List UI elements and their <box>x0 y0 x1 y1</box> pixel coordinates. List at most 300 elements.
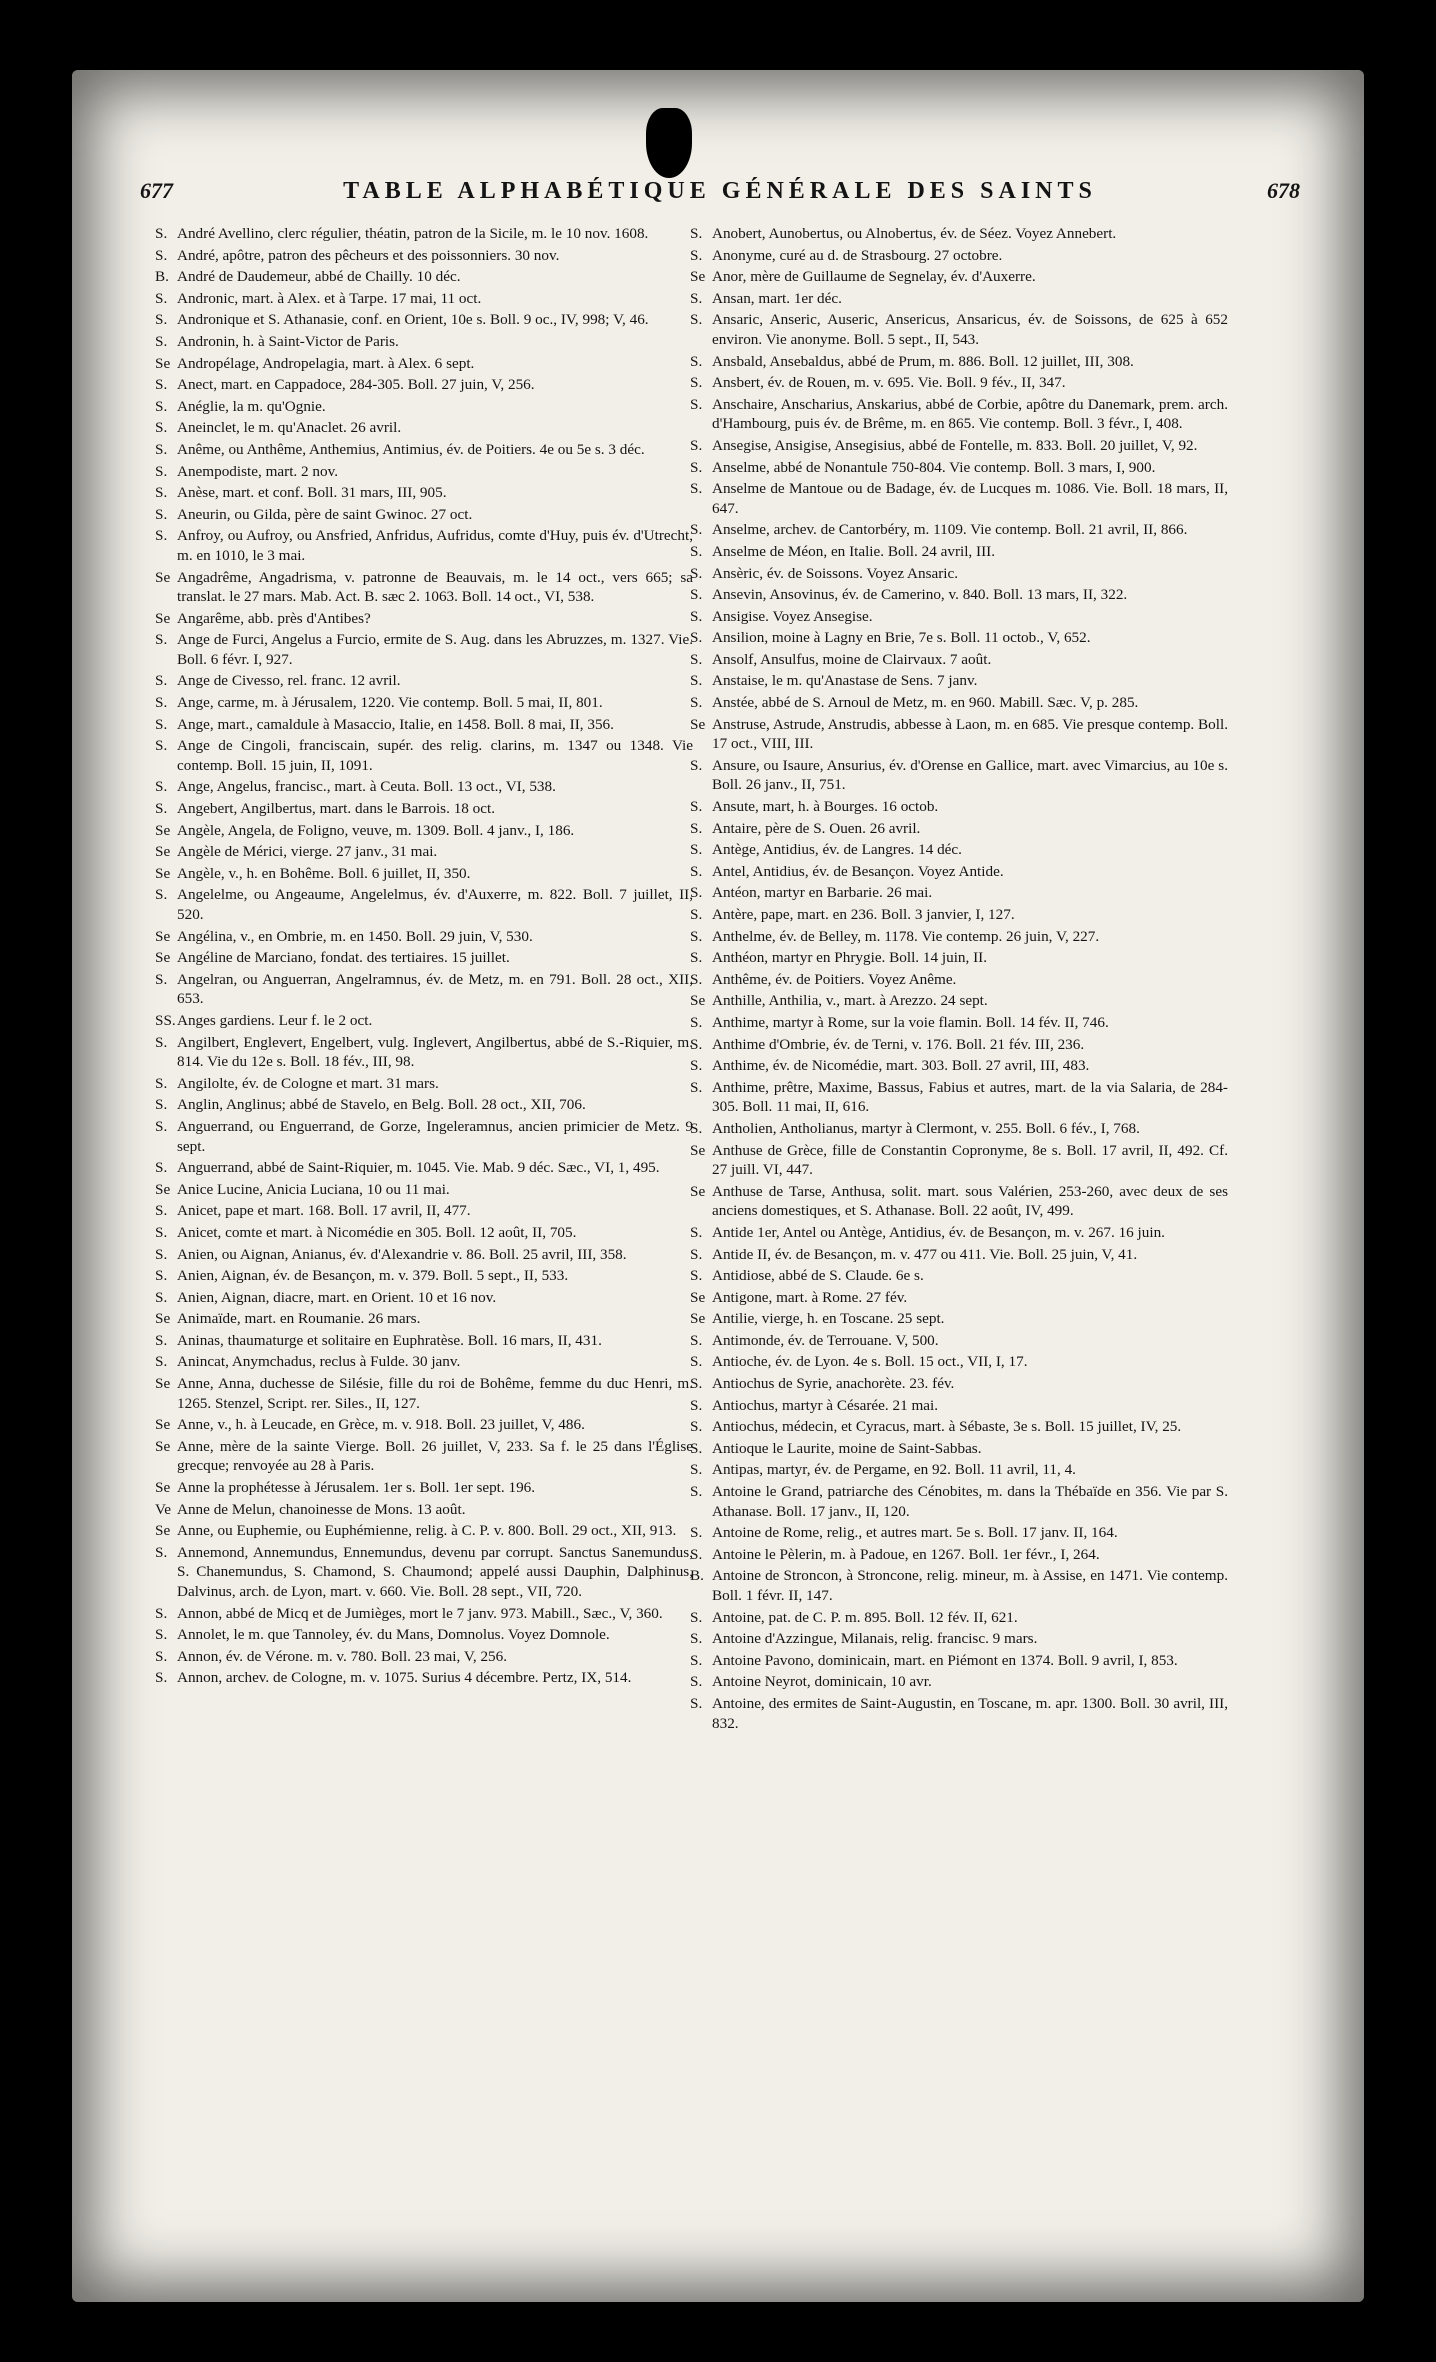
index-entry <box>690 1245 1228 1265</box>
index-entry <box>155 736 693 775</box>
entry-prefix: Se <box>155 1437 171 1455</box>
index-entry <box>690 1482 1228 1521</box>
entry-prefix: S. <box>155 970 168 988</box>
entry-prefix: S. <box>155 397 168 415</box>
entry-text: Anême, ou Anthême, Anthemius, Antimius, év. de Poitiers. 4e ou 5e s. 3 déc. <box>177 440 645 458</box>
entry-prefix: S. <box>690 906 703 923</box>
entry-prefix: S. <box>690 756 703 774</box>
entry-text: Angilolte, év. de Cologne et mart. 31 mars. <box>177 1074 439 1092</box>
entry-text: Angélina, v., en Ombrie, m. en 1450. Boll. 29 juin, V, 530. <box>177 927 533 945</box>
entry-text: Antipas, martyr, év. de Pergame, en 92. Boll. 11 avril, 11, 4. <box>712 1461 1076 1479</box>
entry-text: Andronin, h. à Saint-Victor de Paris. <box>177 332 399 350</box>
entry-prefix: S. <box>690 1608 703 1626</box>
index-entry <box>155 310 693 330</box>
entry-prefix: S. <box>690 225 703 242</box>
entry-prefix: S. <box>155 246 168 264</box>
entry-prefix: S. <box>690 246 703 264</box>
entry-prefix: S. <box>690 1694 703 1712</box>
index-entry <box>690 905 1228 925</box>
entry-text: Anguerrand, ou Enguerrand, de Gorze, Ingeleramnus, ancien primicier de Metz. 9 sept. <box>177 1117 693 1155</box>
entry-text: Ange, Angelus, francisc., mart. à Ceuta. Boll. 13 oct., VI, 538. <box>177 778 556 796</box>
entry-text: Anthille, Anthilia, v., mart. à Arezzo. 24 sept. <box>712 992 988 1010</box>
index-entry <box>690 1460 1228 1480</box>
entry-prefix: S. <box>155 1117 168 1135</box>
entry-text: Anobert, Aunobertus, ou Alnobertus, év. de Séez. Voyez Annebert. <box>712 225 1117 242</box>
index-entry <box>155 1309 693 1329</box>
entry-prefix: S. <box>155 225 168 242</box>
index-entry <box>155 630 693 669</box>
entry-prefix: Se <box>690 715 706 733</box>
index-entry <box>690 542 1228 562</box>
entry-prefix: Se <box>155 1522 171 1540</box>
entry-text: Anthuse de Tarse, Anthusa, solit. mart. sous Valérien, 253-260, avec deux de ses anciens domestiques, et S. Athanase. Boll. 22 août, IV, 499. <box>712 1182 1228 1220</box>
entry-prefix: S. <box>690 1651 703 1669</box>
entry-prefix: S. <box>155 1647 168 1665</box>
index-entry <box>155 671 693 691</box>
entry-text: Ansan, mart. 1er déc. <box>712 289 842 307</box>
index-entry <box>155 821 693 841</box>
entry-text: Angebert, Angilbertus, mart. dans le Barrois. 18 oct. <box>177 800 496 818</box>
entry-prefix: S. <box>155 1331 168 1349</box>
entry-prefix: S. <box>155 778 168 796</box>
entry-text: Anincat, Anymchadus, reclus à Fulde. 30 janv. <box>177 1353 461 1371</box>
entry-text: Antimonde, év. de Terrouane. V, 500. <box>712 1331 939 1349</box>
entry-text: Antoine d'Azzingue, Milanais, relig. francisc. 9 mars. <box>712 1630 1038 1648</box>
entry-prefix: S. <box>155 527 168 545</box>
entry-prefix: Se <box>155 864 171 882</box>
index-entry <box>155 1352 693 1372</box>
index-entry <box>155 927 693 947</box>
entry-prefix: S. <box>690 1524 703 1542</box>
entry-prefix: S. <box>690 1396 703 1414</box>
entry-text: Anicet, comte et mart. à Nicomédie en 305. Boll. 12 août, II, 705. <box>177 1223 577 1241</box>
entry-prefix: S. <box>155 1669 168 1687</box>
index-entry <box>155 1288 693 1308</box>
index-entry <box>690 267 1228 287</box>
entry-text: Anempodiste, mart. 2 nov. <box>177 462 338 480</box>
entry-prefix: S. <box>690 1057 703 1075</box>
entry-prefix: S. <box>155 484 168 502</box>
entry-prefix: S. <box>155 1096 168 1114</box>
index-entry <box>155 1415 693 1435</box>
entry-text: Anthéon, martyr en Phrygie. Boll. 14 juin, II. <box>712 949 988 967</box>
index-entry <box>155 885 693 924</box>
entry-prefix: Se <box>155 949 171 967</box>
entry-text: Anicet, pape et mart. 168. Boll. 17 avril, II, 477. <box>177 1202 471 1220</box>
entry-text: Anschaire, Anscharius, Anskarius, abbé de Corbie, apôtre du Danemark, prem. arch. d'Hambourg, puis év. de Brême, m. en 865. Vie contemp. Boll. 3 févr., I, 408. <box>712 395 1228 433</box>
index-entry <box>690 1651 1228 1671</box>
entry-text: André de Daudemeur, abbé de Chailly. 10 déc. <box>177 268 461 286</box>
index-entry <box>690 671 1228 691</box>
index-entry <box>690 862 1228 882</box>
entry-text: Anselme de Méon, en Italie. Boll. 24 avril, III. <box>712 542 996 560</box>
entry-text: Anguerrand, abbé de Saint-Riquier, m. 1045. Vie. Mab. 9 déc. Sæc., VI, 1, 495. <box>177 1159 660 1177</box>
entry-prefix: Se <box>155 354 171 372</box>
index-entry <box>690 1182 1228 1221</box>
index-entry <box>155 440 693 460</box>
entry-prefix: Se <box>690 1288 706 1306</box>
index-entry <box>155 693 693 713</box>
entry-prefix: Se <box>155 1479 171 1497</box>
entry-prefix: S. <box>155 1267 168 1285</box>
entry-text: Anor, mère de Guillaume de Segnelay, év. d'Auxerre. <box>712 268 1036 286</box>
entry-text: Antoine Neyrot, dominicain, 10 avr. <box>712 1673 932 1691</box>
entry-text: Angilbert, Englevert, Engelbert, vulg. Inglevert, Angilbertus, abbé de S.-Riquier, m. 814. Vie du 12e s. Boll. 18 fév., III, 98. <box>177 1033 693 1071</box>
entry-text: Angèle de Mérici, vierge. 27 janv., 31 mai. <box>177 843 438 861</box>
entry-prefix: S. <box>690 1353 703 1371</box>
entry-text: Anien, Aignan, év. de Besançon, m. v. 379. Boll. 5 sept., II, 533. <box>177 1267 569 1285</box>
entry-prefix: S. <box>690 1418 703 1436</box>
entry-prefix: S. <box>690 1267 703 1285</box>
entry-prefix: S. <box>690 521 703 539</box>
index-entry <box>690 1374 1228 1394</box>
entry-prefix: S. <box>155 1223 168 1241</box>
index-entry <box>690 395 1228 434</box>
entry-text: Antoine, pat. de C. P. m. 895. Boll. 12 fév. II, 621. <box>712 1608 1018 1626</box>
index-entry <box>155 1033 693 1072</box>
page-title: TABLE ALPHABÉTIQUE GÉNÉRALE DES SAINTS <box>343 178 1097 204</box>
entry-prefix: Se <box>690 1182 706 1200</box>
entry-text: Ansigise. Voyez Ansegise. <box>712 607 873 625</box>
entry-text: Anstaise, le m. qu'Anastase de Sens. 7 janv. <box>712 672 978 690</box>
entry-prefix: S. <box>155 1202 168 1220</box>
entry-prefix: S. <box>690 542 703 560</box>
entry-prefix: Se <box>690 992 706 1010</box>
entry-text: Anglin, Anglinus; abbé de Stavelo, en Belg. Boll. 28 oct., XII, 706. <box>177 1096 586 1114</box>
index-entry <box>155 948 693 968</box>
index-entry <box>690 1694 1228 1733</box>
entry-text: Anéglie, la m. qu'Ognie. <box>177 397 326 415</box>
index-entry <box>690 289 1228 309</box>
entry-prefix: S. <box>155 631 168 649</box>
index-entry <box>155 777 693 797</box>
entry-prefix: S. <box>155 1033 168 1051</box>
entry-text: Anne, ou Euphemie, ou Euphémienne, relig. à C. P. v. 800. Boll. 29 oct., XII, 913. <box>177 1522 677 1540</box>
entry-prefix: Se <box>155 609 171 627</box>
entry-prefix: S. <box>155 311 168 329</box>
index-entry <box>155 1543 693 1602</box>
entry-text: Ansevin, Ansovinus, év. de Camerino, v. 840. Boll. 13 mars, II, 322. <box>712 586 1128 604</box>
entry-prefix: S. <box>690 927 703 945</box>
entry-text: Ansbald, Ansebaldus, abbé de Prum, m. 886. Boll. 12 juillet, III, 308. <box>712 352 1134 370</box>
index-entry <box>155 505 693 525</box>
index-entry <box>690 1309 1228 1329</box>
entry-prefix: B. <box>155 268 169 286</box>
index-entry <box>690 1035 1228 1055</box>
entry-prefix: SS. <box>155 1011 176 1029</box>
index-entry <box>690 1331 1228 1351</box>
index-entry <box>155 1095 693 1115</box>
entry-prefix: S. <box>690 884 703 902</box>
entry-prefix: S. <box>155 694 168 712</box>
entry-prefix: S. <box>690 862 703 880</box>
entry-text: Angelran, ou Anguerran, Angelramnus, év. de Metz, m. en 791. Boll. 28 oct., XII, 653. <box>177 970 693 1008</box>
entry-text: Antoine de Stroncon, à Stroncone, relig. mineur, m. à Assise, en 1471. Vie contemp. Boll. 1 févr. II, 147. <box>712 1567 1228 1604</box>
index-entry <box>690 927 1228 947</box>
binding-shadow <box>646 108 692 178</box>
entry-prefix: S. <box>690 1078 703 1096</box>
entry-text: Anien, Aignan, diacre, mart. en Orient. 10 et 16 nov. <box>177 1288 497 1306</box>
index-entry <box>155 1668 693 1688</box>
entry-text: Angarême, abb. près d'Antibes? <box>177 609 371 627</box>
entry-prefix: S. <box>690 949 703 967</box>
index-entry <box>690 715 1228 754</box>
entry-text: Andropélage, Andropelagia, mart. à Alex. 6 sept. <box>177 354 475 372</box>
index-entry <box>155 289 693 309</box>
entry-prefix: S. <box>690 672 703 690</box>
entry-text: Ange de Furci, Angelus a Furcio, ermite de S. Aug. dans les Abruzzes, m. 1327. Vie. Boll. 6 févr. I, 927. <box>177 631 693 668</box>
entry-prefix: S. <box>155 332 168 350</box>
index-entry <box>690 1056 1228 1076</box>
entry-prefix: S. <box>155 737 168 755</box>
entry-prefix: S. <box>155 1626 168 1644</box>
entry-text: André, apôtre, patron des pêcheurs et des poissonniers. 30 nov. <box>177 246 560 264</box>
index-entry <box>155 418 693 438</box>
index-entry <box>690 1352 1228 1372</box>
entry-text: Anfroy, ou Aufroy, ou Ansfried, Anfridus, Aufridus, comte d'Huy, puis év. d'Utrecht, m. en 1010, le 3 mai. <box>177 527 693 564</box>
entry-prefix: S. <box>155 672 168 690</box>
index-entry <box>155 332 693 352</box>
entry-text: Aninas, thaumaturge et solitaire en Euphratèse. Boll. 16 mars, II, 431. <box>177 1331 602 1349</box>
entry-text: Ange de Cingoli, franciscain, supér. des relig. clarins, m. 1347 ou 1348. Vie contemp. Boll. 15 juin, II, 1091. <box>177 737 693 774</box>
entry-prefix: S. <box>690 289 703 307</box>
index-entry <box>690 1223 1228 1243</box>
page-header <box>140 178 1300 218</box>
entry-text: Ansute, mart, h. à Bourges. 16 octob. <box>712 798 939 816</box>
entry-text: Andronique et S. Athanasie, conf. en Orient, 10e s. Boll. 9 oc., IV, 998; V, 46. <box>177 311 649 329</box>
entry-text: Antoine de Rome, relig., et autres mart. 5e s. Boll. 17 janv. II, 164. <box>712 1524 1118 1542</box>
index-entry <box>155 246 693 266</box>
entry-text: Andronic, mart. à Alex. et à Tarpe. 17 mai, 11 oct. <box>177 289 482 307</box>
entry-prefix: S. <box>155 1353 168 1371</box>
index-entry <box>690 840 1228 860</box>
entry-text: Anges gardiens. Leur f. le 2 oct. <box>177 1011 373 1029</box>
entry-text: Anect, mart. en Cappadoce, 284-305. Boll. 27 juin, V, 256. <box>177 376 535 394</box>
index-entry <box>690 1439 1228 1459</box>
entry-text: Anne, Anna, duchesse de Silésie, fille du roi de Bohême, femme du duc Henri, m. 1265. Stenzel, Script. rer. Siles., II, 127. <box>177 1375 693 1412</box>
entry-prefix: S. <box>690 458 703 476</box>
entry-prefix: S. <box>155 886 168 904</box>
entry-text: Annon, archev. de Cologne, m. v. 1075. Surius 4 décembre. Pertz, IX, 514. <box>177 1669 632 1687</box>
entry-prefix: S. <box>690 1035 703 1053</box>
index-entry <box>690 607 1228 627</box>
entry-prefix: S. <box>155 1288 168 1306</box>
index-entry <box>690 1141 1228 1180</box>
entry-prefix: S. <box>155 1604 168 1622</box>
index-entry <box>690 1417 1228 1437</box>
entry-text: Antaire, père de S. Ouen. 26 avril. <box>712 819 921 837</box>
entry-text: Antioque le Laurite, moine de Saint-Sabbas. <box>712 1439 982 1457</box>
entry-prefix: Se <box>155 843 171 861</box>
entry-prefix: S. <box>690 819 703 837</box>
entry-text: André Avellino, clerc régulier, théatin, patron de la Sicile, m. le 10 nov. 1608. <box>177 225 649 242</box>
entry-text: Aneinclet, le m. qu'Anaclet. 26 avril. <box>177 419 402 437</box>
entry-prefix: S. <box>690 1375 703 1393</box>
index-entry <box>690 756 1228 795</box>
page-number-right: 678 <box>1267 178 1300 203</box>
index-entry <box>155 1223 693 1243</box>
index-entry <box>690 948 1228 968</box>
index-entry <box>155 1074 693 1094</box>
entry-prefix: Se <box>155 821 171 839</box>
entry-prefix: S. <box>690 1331 703 1349</box>
index-entry <box>155 715 693 735</box>
entry-prefix: S. <box>155 419 168 437</box>
entry-text: Antigone, mart. à Rome. 27 fév. <box>712 1288 908 1306</box>
entry-text: Angadrême, Angadrisma, v. patronne de Beauvais, m. le 14 oct., vers 665; sa translat. le 27 mars. Mab. Act. B. sæc 2. 1063. Boll. 14 oct., VI, 538. <box>177 568 693 606</box>
entry-text: Anice Lucine, Anicia Luciana, 10 ou 11 mai. <box>177 1180 450 1198</box>
entry-text: Ansaric, Anseric, Auseric, Ansericus, Ansaricus, év. de Soissons, de 625 à 652 environ. Vie anonyme. Boll. 5 sept., II, 543. <box>712 311 1228 348</box>
entry-text: Anstée, abbé de S. Arnoul de Metz, m. en 960. Mabill. Sæc. V, p. 285. <box>712 694 1139 712</box>
entry-text: Ansèric, év. de Soissons. Voyez Ansaric. <box>712 564 959 582</box>
entry-prefix: S. <box>690 352 703 370</box>
entry-prefix: Ve <box>155 1500 172 1518</box>
entry-text: Antiochus, médecin, et Cyracus, mart. à Sébaste, 3e s. Boll. 15 juillet, IV, 25. <box>712 1418 1182 1436</box>
entry-prefix: Se <box>690 1141 706 1159</box>
entry-prefix: S. <box>690 395 703 413</box>
index-entry <box>690 1288 1228 1308</box>
index-entry <box>690 224 1228 244</box>
entry-text: Annolet, le m. que Tannoley, év. du Mans, Domnolus. Voyez Domnole. <box>177 1626 610 1644</box>
entry-prefix: S. <box>690 798 703 816</box>
entry-text: Antide 1er, Antel ou Antège, Antidius, év. de Besançon, m. v. 267. 16 juin. <box>712 1223 1165 1241</box>
index-entry <box>155 1245 693 1265</box>
index-entry <box>690 1523 1228 1543</box>
index-entry <box>155 462 693 482</box>
entry-prefix: S. <box>155 1074 168 1092</box>
index-entry <box>155 864 693 884</box>
entry-text: Antiochus, martyr à Césarée. 21 mai. <box>712 1396 939 1414</box>
index-entry <box>155 609 693 629</box>
entry-text: Antéon, martyr en Barbarie. 26 mai. <box>712 884 933 902</box>
entry-text: Angelelme, ou Angeaume, Angelelmus, év. d'Auxerre, m. 822. Boll. 7 juillet, II, 520. <box>177 886 693 923</box>
entry-prefix: Se <box>155 927 171 945</box>
right-column <box>690 224 1228 1735</box>
index-entry <box>155 224 693 244</box>
entry-text: Antide II, év. de Besançon, m. v. 477 ou 411. Vie. Boll. 25 juin, V, 41. <box>712 1245 1138 1263</box>
index-entry <box>690 1078 1228 1117</box>
index-entry <box>690 1119 1228 1139</box>
entry-prefix: S. <box>155 1543 168 1561</box>
index-entry <box>155 1011 693 1031</box>
entry-text: Antel, Antidius, év. de Besançon. Voyez Antide. <box>712 862 1004 880</box>
index-entry <box>690 1013 1228 1033</box>
entry-text: Anselme, abbé de Nonantule 750-804. Vie contemp. Boll. 3 mars, I, 900. <box>712 458 1156 476</box>
index-entry <box>690 1396 1228 1416</box>
entry-text: Anthuse de Grèce, fille de Constantin Copronyme, 8e s. Boll. 17 avril, II, 492. Cf. 27 juill. VI, 447. <box>712 1141 1228 1179</box>
index-entry <box>155 1437 693 1476</box>
index-entry <box>690 991 1228 1011</box>
entry-text: Anthime d'Ombrie, év. de Terni, v. 176. Boll. 21 fév. III, 236. <box>712 1035 1085 1053</box>
entry-prefix: Se <box>155 1375 171 1393</box>
entry-prefix: S. <box>690 1245 703 1263</box>
index-entry <box>690 520 1228 540</box>
entry-text: Anthime, év. de Nicomédie, mart. 303. Boll. 27 avril, III, 483. <box>712 1057 1090 1075</box>
entry-text: Antoine Pavono, dominicain, mart. en Piémont en 1374. Boll. 9 avril, I, 853. <box>712 1651 1178 1669</box>
entry-prefix: S. <box>155 376 168 394</box>
index-entry <box>155 1201 693 1221</box>
index-entry <box>155 267 693 287</box>
index-entry <box>690 1629 1228 1649</box>
index-entry <box>690 693 1228 713</box>
entry-text: Ansure, ou Isaure, Ansurius, év. d'Orense en Gallice, mart. avec Vimarcius, au 10e s. Boll. 26 janv., II, 751. <box>712 756 1228 794</box>
index-entry <box>155 1647 693 1667</box>
entry-text: Animaïde, mart. en Roumanie. 26 mars. <box>177 1310 421 1328</box>
entry-text: Anselme, archev. de Cantorbéry, m. 1109. Vie contemp. Boll. 21 avril, II, 866. <box>712 521 1188 539</box>
entry-prefix: S. <box>690 311 703 329</box>
entry-text: Ansolf, Ansulfus, moine de Clairvaux. 7 août. <box>712 650 992 668</box>
entry-text: Anne, mère de la sainte Vierge. Boll. 26 juillet, V, 233. Sa f. le 25 dans l'Église grecque; renvoyée au 28 à Paris. <box>177 1437 693 1475</box>
entry-prefix: S. <box>690 694 703 712</box>
entry-text: Annon, év. de Vérone. m. v. 780. Boll. 23 mai, V, 256. <box>177 1647 508 1665</box>
index-entry <box>690 1608 1228 1628</box>
entry-text: Antoine le Pèlerin, m. à Padoue, en 1267. Boll. 1er févr., I, 264. <box>712 1545 1100 1563</box>
entry-text: Anèse, mart. et conf. Boll. 31 mars, III, 905. <box>177 484 447 502</box>
index-entry <box>155 1604 693 1624</box>
index-entry <box>690 458 1228 478</box>
index-entry <box>690 585 1228 605</box>
entry-text: Ange de Civesso, rel. franc. 12 avril. <box>177 672 401 690</box>
entry-prefix: S. <box>155 505 168 523</box>
index-entry <box>690 1545 1228 1565</box>
entry-text: Annon, abbé de Micq et de Jumièges, mort le 7 janv. 973. Mabill., Sæc., V, 360. <box>177 1604 663 1622</box>
entry-text: Anthelme, év. de Belley, m. 1178. Vie contemp. 26 juin, V, 227. <box>712 927 1100 945</box>
entry-text: Anselme de Mantoue ou de Badage, év. de Lucques m. 1086. Vie. Boll. 18 mars, II, 647. <box>712 480 1228 517</box>
entry-text: Antoine le Grand, patriarche des Cénobites, m. dans la Thébaïde en 356. Vie par S. Athanase. Boll. 17 janv., II, 120. <box>712 1483 1228 1520</box>
index-entry <box>690 479 1228 518</box>
entry-text: Antère, pape, mart. en 236. Boll. 3 janvier, I, 127. <box>712 906 1015 923</box>
index-entry <box>690 1266 1228 1286</box>
entry-prefix: S. <box>155 715 168 733</box>
index-entry <box>155 1521 693 1541</box>
index-entry <box>155 1625 693 1645</box>
index-entry <box>155 1117 693 1156</box>
entry-prefix: S. <box>690 1119 703 1137</box>
entry-text: Anthime, martyr à Rome, sur la voie flamin. Boll. 14 fév. II, 746. <box>712 1013 1109 1031</box>
page-number-left: 677 <box>140 178 173 203</box>
entry-prefix: S. <box>690 1673 703 1691</box>
entry-prefix: S. <box>690 629 703 647</box>
entry-prefix: S. <box>690 1630 703 1648</box>
entry-prefix: S. <box>690 970 703 988</box>
entry-prefix: S. <box>690 374 703 392</box>
entry-prefix: Se <box>690 1310 706 1328</box>
entry-text: Antilie, vierge, h. en Toscane. 25 sept. <box>712 1310 945 1328</box>
index-entry <box>155 568 693 607</box>
index-entry <box>690 1566 1228 1605</box>
entry-prefix: S. <box>690 1483 703 1501</box>
entry-text: Antiochus de Syrie, anachorète. 23. fév. <box>712 1375 955 1393</box>
index-entry <box>690 436 1228 456</box>
entry-text: Ansbert, év. de Rouen, m. v. 695. Vie. Boll. 9 fév., II, 347. <box>712 374 1066 392</box>
entry-text: Angéline de Marciano, fondat. des tertiaires. 15 juillet. <box>177 949 510 967</box>
index-entry <box>155 354 693 374</box>
entry-text: Antoine, des ermites de Saint-Augustin, en Toscane, m. apr. 1300. Boll. 30 avril, III, 832. <box>712 1694 1228 1732</box>
entry-text: Antège, Antidius, év. de Langres. 14 déc. <box>712 841 962 859</box>
entry-prefix: S. <box>690 1461 703 1479</box>
entry-prefix: S. <box>155 440 168 458</box>
index-entry <box>690 564 1228 584</box>
entry-prefix: S. <box>690 586 703 604</box>
index-entry <box>155 842 693 862</box>
entry-prefix: S. <box>690 564 703 582</box>
entry-prefix: Se <box>155 568 171 586</box>
entry-prefix: B. <box>690 1567 704 1585</box>
index-entry <box>155 1331 693 1351</box>
entry-prefix: S. <box>155 289 168 307</box>
entry-prefix: S. <box>690 841 703 859</box>
entry-prefix: S. <box>690 1013 703 1031</box>
